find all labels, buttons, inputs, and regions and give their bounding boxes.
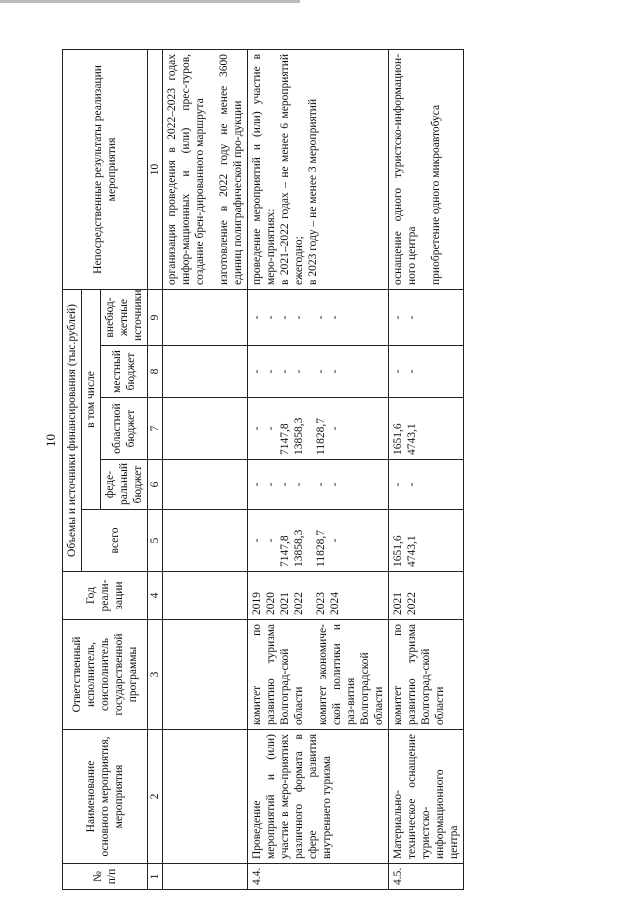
row-results	[248, 49, 389, 289]
extra-value: -	[265, 315, 278, 320]
row-executor	[389, 620, 464, 730]
local-value: -	[406, 369, 419, 374]
header-results: Непосредственные результаты реализации мероприятия	[63, 49, 148, 289]
year-value: 2021	[392, 592, 405, 615]
header-extra: внебюд-жетные источники	[101, 289, 148, 345]
header-local: местный бюджет	[101, 346, 148, 398]
table-row	[163, 49, 248, 889]
table-row	[389, 49, 464, 889]
header-regional: областной бюджет	[101, 398, 148, 460]
total-value: -	[329, 538, 342, 543]
year-value: 2022	[293, 592, 306, 615]
header-number: № п/п	[63, 864, 148, 890]
row-years	[389, 572, 464, 620]
row-total	[248, 510, 389, 572]
row-extra	[389, 289, 464, 345]
local-value: -	[265, 369, 278, 374]
federal-value: -	[251, 482, 264, 487]
extra-value: -	[279, 315, 292, 320]
year-value: 2023	[315, 592, 328, 615]
total-value: 1651,6	[392, 535, 405, 567]
result-text: оснащение одного туристско-информацион-ного центра	[392, 53, 419, 285]
federal-value: -	[293, 482, 306, 487]
row-results	[163, 49, 248, 289]
row-total	[163, 510, 248, 572]
executor-text: комитет по развитию туризма Волгоград-ской области	[251, 624, 306, 725]
document-page	[62, 50, 614, 890]
local-value: -	[315, 369, 328, 374]
scan-edge-mark	[0, 0, 300, 3]
federal-value: -	[392, 482, 405, 487]
total-value: -	[251, 538, 264, 543]
result-text: в 2021–2022 годах – не менее 6 мероприятий ежегодно;	[279, 53, 306, 285]
row-name: Материально-техническое оснащение туристско-информационного центра	[389, 730, 464, 864]
row-regional	[248, 398, 389, 460]
local-value: -	[392, 369, 405, 374]
extra-value: -	[315, 315, 328, 320]
row-regional	[389, 398, 464, 460]
row-years	[248, 572, 389, 620]
extra-value: -	[329, 315, 342, 320]
column-numbers-row	[148, 49, 163, 889]
row-number: 4.4.	[248, 864, 389, 890]
year-value: 2022	[406, 592, 419, 615]
col-num: 1	[148, 864, 163, 890]
program-table	[62, 49, 464, 890]
col-num: 9	[148, 289, 163, 345]
row-federal	[163, 460, 248, 510]
page-number: 10	[43, 434, 58, 447]
regional-value: 4743,1	[406, 423, 419, 455]
row-results	[389, 49, 464, 289]
col-num: 2	[148, 730, 163, 864]
regional-value: 11828,7	[315, 418, 328, 455]
year-value: 2024	[329, 592, 342, 615]
row-name	[163, 730, 248, 864]
header-total: всего	[82, 510, 148, 572]
total-value: -	[265, 538, 278, 543]
col-num: 5	[148, 510, 163, 572]
executor-text: комитет экономиче-ской политики и раз-вития Волгоградской области	[317, 624, 386, 725]
row-executor	[163, 620, 248, 730]
row-years	[163, 572, 248, 620]
regional-value: -	[251, 426, 264, 431]
header-federal: феде-ральный бюджет	[101, 460, 148, 510]
result-text: проведение мероприятий и (или) участие в меро-приятиях:	[251, 53, 278, 285]
year-value: 2019	[251, 592, 264, 615]
federal-value: -	[279, 482, 292, 487]
col-num: 8	[148, 346, 163, 398]
row-extra	[248, 289, 389, 345]
row-name: Проведение мероприятий и (или) участие в меро-приятиях различного формата в сфере развития внутреннего туризма	[248, 730, 389, 864]
header-year: Год реали-зации	[63, 572, 148, 620]
row-number	[163, 864, 248, 890]
col-num: 4	[148, 572, 163, 620]
local-value: -	[279, 369, 292, 374]
regional-value: -	[329, 426, 342, 431]
row-number: 4.5.	[389, 864, 464, 890]
header-name: Наименование основного мероприятия, мероприятия	[63, 730, 148, 864]
col-num: 6	[148, 460, 163, 510]
row-federal	[248, 460, 389, 510]
federal-value: -	[406, 482, 419, 487]
row-extra	[163, 289, 248, 345]
header-executor: Ответственный исполнитель, соисполнитель государственной программы	[63, 620, 148, 730]
row-federal	[389, 460, 464, 510]
row-total	[389, 510, 464, 572]
extra-value: -	[293, 315, 306, 320]
federal-value: -	[315, 482, 328, 487]
row-local	[389, 346, 464, 398]
local-value: -	[251, 369, 264, 374]
regional-value: 1651,6	[392, 423, 405, 455]
header-including: в том числе	[82, 289, 101, 509]
result-text: изготовление в 2022 году не менее 3600 единиц полиграфической про-дукции	[218, 53, 245, 285]
total-value: 13858,3	[293, 529, 306, 567]
result-text: организация проведения в 2022–2023 годах инфор-мационных и (или) прес-туров, создание брен-дированного маршрута	[166, 53, 207, 285]
federal-value: -	[265, 482, 278, 487]
row-executor	[248, 620, 389, 730]
executor-text: комитет по развитию туризма Волгоград-ской области	[392, 624, 447, 725]
result-text: приобретение одного микроавтобуса	[430, 104, 443, 285]
regional-value: 7147,8	[279, 423, 292, 455]
year-value: 2020	[265, 592, 278, 615]
federal-value: -	[329, 482, 342, 487]
col-num: 3	[148, 620, 163, 730]
local-value: -	[293, 369, 306, 374]
total-value: 11828,7	[315, 530, 328, 567]
regional-value: 13858,3	[293, 417, 306, 455]
year-value: 2021	[279, 592, 292, 615]
local-value: -	[329, 369, 342, 374]
table-row	[248, 49, 389, 889]
header-funding: Объемы и источники финансирования (тыс.рублей)	[63, 289, 82, 571]
extra-value: -	[251, 315, 264, 320]
regional-value: -	[265, 426, 278, 431]
extra-value: -	[406, 315, 419, 320]
extra-value: -	[392, 315, 405, 320]
row-local	[163, 346, 248, 398]
total-value: 4743,1	[406, 535, 419, 567]
col-num: 10	[148, 49, 163, 289]
col-num: 7	[148, 398, 163, 460]
result-text: в 2023 году – не менее 3 мероприятий	[307, 98, 320, 285]
row-local	[248, 346, 389, 398]
row-regional	[163, 398, 248, 460]
total-value: 7147,8	[279, 535, 292, 567]
